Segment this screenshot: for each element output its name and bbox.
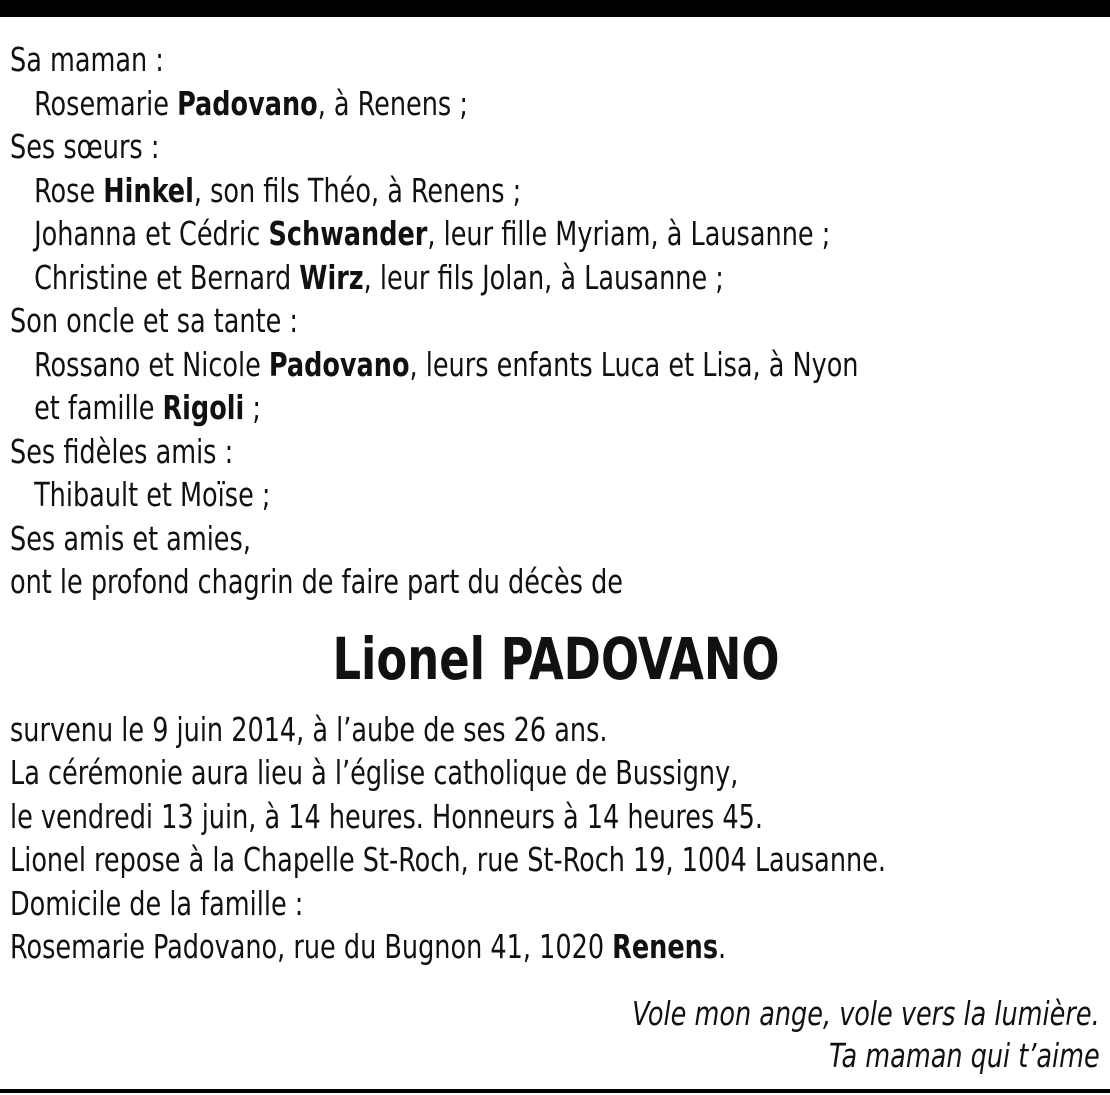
closing-line: Ta maman qui t’aime — [829, 1036, 1100, 1075]
line-text: Ses amis et amies, — [10, 518, 251, 558]
family-line — [10, 517, 949, 561]
details-list — [10, 708, 1102, 969]
line-text: Son oncle et sa tante : — [10, 301, 299, 340]
family-line — [10, 299, 949, 343]
line-text: , leur fille Myriam, à Lausanne ; — [427, 214, 831, 253]
family-list — [10, 38, 1102, 604]
line-text: , son fils Théo, à Renens ; — [193, 170, 522, 210]
surname: Hinkel — [103, 170, 194, 210]
line-text: Johanna et Cédric — [34, 214, 269, 253]
line-text: Rose — [34, 170, 104, 210]
family-line — [10, 125, 949, 169]
top-rule — [0, 0, 1110, 17]
detail-line — [10, 708, 949, 752]
line-text: . — [718, 927, 727, 966]
closing-line: Vole mon ange, vole vers la lumière. — [632, 994, 1100, 1033]
line-text: Domicile de la famille : — [10, 883, 304, 923]
line-text: Rosemarie — [34, 83, 178, 123]
detail-line — [10, 795, 949, 839]
line-text: Lionel repose à la Chapelle St-Roch, rue St-Roch 19, 1004 Lausanne. — [10, 840, 887, 879]
detail-line — [10, 751, 949, 795]
family-line — [10, 82, 949, 126]
line-text: le vendredi 13 juin, à 14 heures. Honneurs à 14 heures 45. — [10, 796, 764, 836]
line-text: , à Renens ; — [317, 83, 468, 123]
family-line — [10, 169, 949, 213]
deceased-name: Lionel PADOVANO — [332, 624, 780, 693]
death-notice — [10, 38, 1102, 969]
line-text: Ses sœurs : — [10, 127, 160, 166]
closing-message — [556, 993, 1100, 1077]
line-text: survenu le 9 juin 2014, à l’aube de ses 26 ans. — [10, 709, 608, 749]
family-line — [10, 430, 949, 474]
detail-line — [10, 925, 949, 969]
family-line — [10, 386, 949, 430]
line-text: , leur fils Jolan, à Lausanne ; — [363, 257, 724, 297]
surname: Rigoli — [162, 388, 245, 427]
family-line — [10, 473, 949, 517]
line-text: Rossano et Nicole — [34, 344, 269, 384]
detail-line — [10, 838, 949, 882]
line-text: Ses fidèles amis : — [10, 431, 234, 471]
line-text: Sa maman : — [10, 40, 164, 79]
surname: Wirz — [299, 257, 364, 297]
surname: Renens — [612, 927, 719, 966]
bottom-rule — [0, 1089, 1110, 1093]
line-text: ont le profond chagrin de faire part du décès de — [10, 562, 624, 601]
line-text: ; — [244, 388, 261, 427]
detail-line — [10, 882, 949, 926]
family-line — [10, 38, 949, 82]
family-line — [10, 343, 949, 387]
surname: Padovano — [268, 344, 410, 384]
line-text: Christine et Bernard — [34, 257, 300, 297]
line-text: , leurs enfants Luca et Lisa, à Nyon — [409, 344, 859, 384]
line-text: et famille — [34, 388, 163, 427]
line-text: Thibault et Moïse ; — [34, 475, 271, 514]
line-text: La cérémonie aura lieu à l’église catholique de Bussigny, — [10, 753, 739, 792]
family-line — [10, 256, 949, 300]
surname: Padovano — [177, 83, 318, 123]
family-line — [10, 212, 949, 256]
line-text: Rosemarie Padovano, rue du Bugnon 41, 1020 — [10, 927, 613, 966]
surname: Schwander — [268, 214, 428, 253]
family-line — [10, 560, 949, 604]
